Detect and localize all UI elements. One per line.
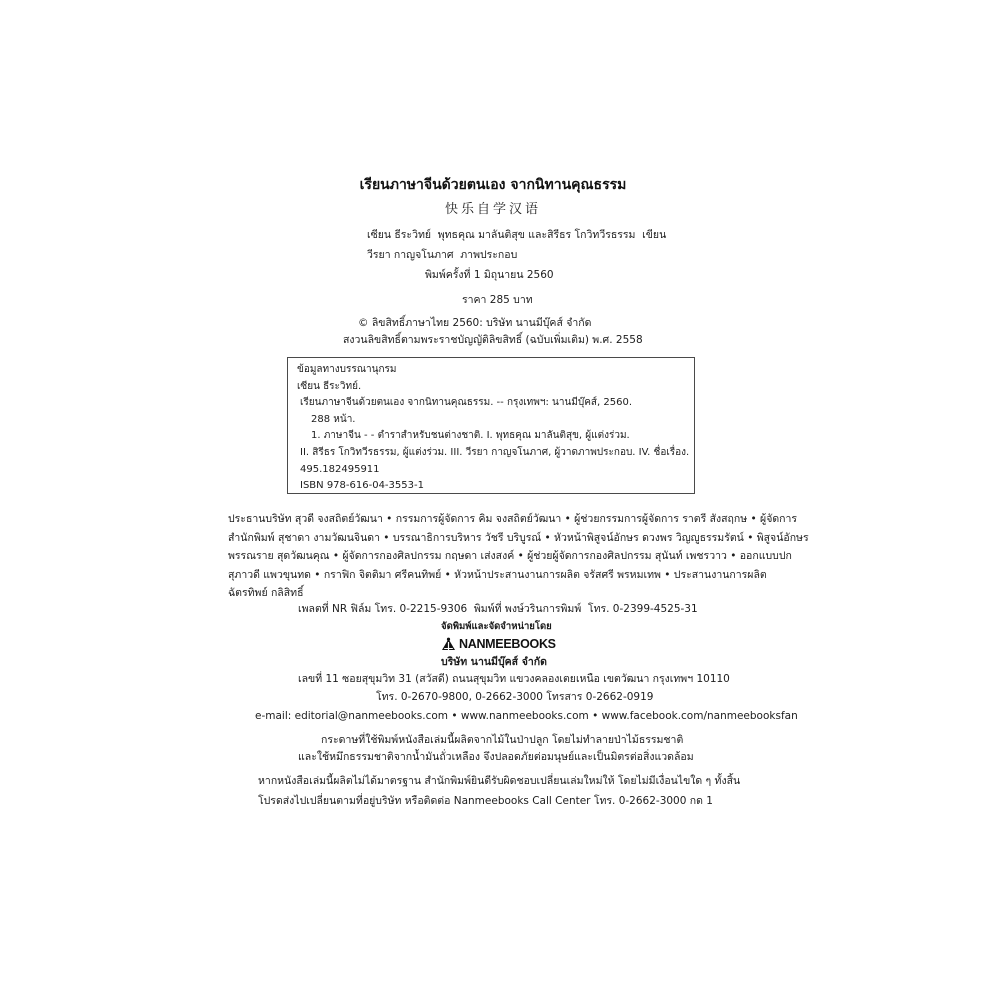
paper-notice-line: และใช้หมึกธรรมชาติจากน้ำมันถั่วเหลือง จึงปลอดภัยต่อมนุษย์และเป็นมิตรต่อสิ่งแวดล้อม (298, 751, 694, 763)
catalog-heading: ข้อมูลทางบรรณานุกรม (297, 364, 397, 375)
publisher-contact: e-mail: editorial@nanmeebooks.com • www.nanmeebooks.com • www.facebook.com/nanmeebooksfan (255, 710, 798, 722)
price-line: ราคา 285 บาท (462, 294, 533, 306)
catalog-line: II. สิรีธร โกวิทวีรธรรม, ผู้แต่งร่วม. III. วีรยา กาญจโนภาศ, ผู้วาดภาพประกอบ. IV. ชื่อเรื่อง. (300, 446, 690, 458)
publisher-phone: โทร. 0-2670-9800, 0-2662-3000 โทรสาร 0-2662-0919 (376, 691, 654, 703)
catalog-line: เรียนภาษาจีนด้วยตนเอง จากนิทานคุณธรรม. -- กรุงเทพฯ: นานมีบุ๊คส์, 2560. (300, 397, 633, 409)
edition-line: พิมพ์ครั้งที่ 1 มิถุนายน 2560 (425, 269, 554, 281)
staff-credits-line: สุภาวดี แพวขุนทด • กราฟิก จิตติมา ศรีคนทิพย์ • หัวหน้าประสานงานการผลิต จรัสศรี พรหมเทพ • ประสานงานการผลิต (228, 568, 767, 581)
book-title-chinese: 快乐自学汉语 (444, 202, 541, 217)
nanmeebooks-logo-icon (441, 637, 456, 651)
replacement-notice-line: โปรดส่งไปเปลี่ยนตามที่อยู่บริษัท หรือติดต่อ Nanmeebooks Call Center โทร. 0-2662-3000 กด 1 (258, 795, 713, 807)
book-title-thai: เรียนภาษาจีนด้วยตนเอง จากนิทานคุณธรรม (359, 177, 627, 193)
catalog-line: 1. ภาษาจีน - - ตำราสำหรับชนต่างชาติ. I. พุทธคุณ มาลันติสุข, ผู้แต่งร่วม. (311, 430, 630, 442)
publisher-address: เลขที่ 11 ซอยสุขุมวิท 31 (สวัสดี) ถนนสุขุมวิท แขวงคลองเตยเหนือ เขตวัฒนา กรุงเทพฯ 10110 (298, 673, 730, 685)
publisher-label: จัดพิมพ์และจัดจำหน่ายโดย (441, 621, 552, 632)
staff-credits-line: สำนักพิมพ์ สุชาดา งามวัฒนจินดา • บรรณาธิการบริหาร วัชรี บริบูรณ์ • หัวหน้าพิสูจน์อักษร ดวงพร วิญญูธรรมรัตน์ • พิสูจน์อักษร (228, 531, 809, 544)
staff-credits-line: ประธานบริษัท สุวดี จงสถิตย์วัฒนา • กรรมการผู้จัดการ คิม จงสถิตย์วัฒนา • ผู้ช่วยกรรมการผู้จัดการ ราตรี สังสฤกษ • ผู้จัดการ (228, 513, 798, 525)
catalog-line: 495.182495911 (300, 463, 380, 475)
staff-credits-line: พรรณราย สุดวัฒนคุณ • ผู้จัดการกองศิลปกรรม กฤษดา เส่งสงค์ • ผู้ช่วยผู้จัดการกองศิลปกรรม สุนันท์ เพชรวาว • ออกแบบปก (228, 550, 792, 562)
copyright-line: © ลิขสิทธิ์ภาษาไทย 2560: บริษัท นานมีบุ๊คส์ จำกัด (358, 317, 592, 329)
printer-line: เพลตที่ NR ฟิล์ม โทร. 0-2215-9306 พิมพ์ที่ พงษ์วรินการพิมพ์ โทร. 0-2399-4525-31 (298, 603, 698, 615)
cataloging-data-box (287, 357, 695, 494)
authors-line: เซียน ธีระวิทย์ พุทธคุณ มาลันติสุข และสิรีธร โกวิทวีรธรรม เขียน (367, 229, 667, 241)
catalog-line: 288 หน้า. (311, 413, 356, 425)
illustrator-line: วีรยา กาญจโนภาศ ภาพประกอบ (367, 249, 518, 261)
logo-wordmark: NANMEEBOOKS (459, 637, 556, 651)
paper-notice-line: กระดาษที่ใช้พิมพ์หนังสือเล่มนี้ผลิตจากไม้ในป่าปลูก โดยไม่ทำลายป่าไม้ธรรมชาติ (321, 734, 684, 746)
publisher-logo (441, 636, 556, 652)
rights-line: สงวนลิขสิทธิ์ตามพระราชบัญญัติลิขสิทธิ์ (ฉบับเพิ่มเติม) พ.ศ. 2558 (343, 334, 643, 346)
replacement-notice-line: หากหนังสือเล่มนี้ผลิตไม่ได้มาตรฐาน สำนักพิมพ์ยินดีรับผิดชอบเปลี่ยนเล่มใหม่ให้ โดยไม่มีเงื่อนไขใด ๆ ทั้งสิ้น (258, 775, 741, 787)
staff-credits (228, 510, 809, 603)
catalog-isbn: ISBN 978-616-04-3553-1 (300, 480, 424, 492)
publisher-name: บริษัท นานมีบุ๊คส์ จำกัด (441, 656, 547, 668)
staff-credits-line: ฉัตรทิพย์ กลิสิทธิ์ (228, 587, 304, 599)
catalog-line: เซียน ธีระวิทย์. (297, 380, 362, 392)
